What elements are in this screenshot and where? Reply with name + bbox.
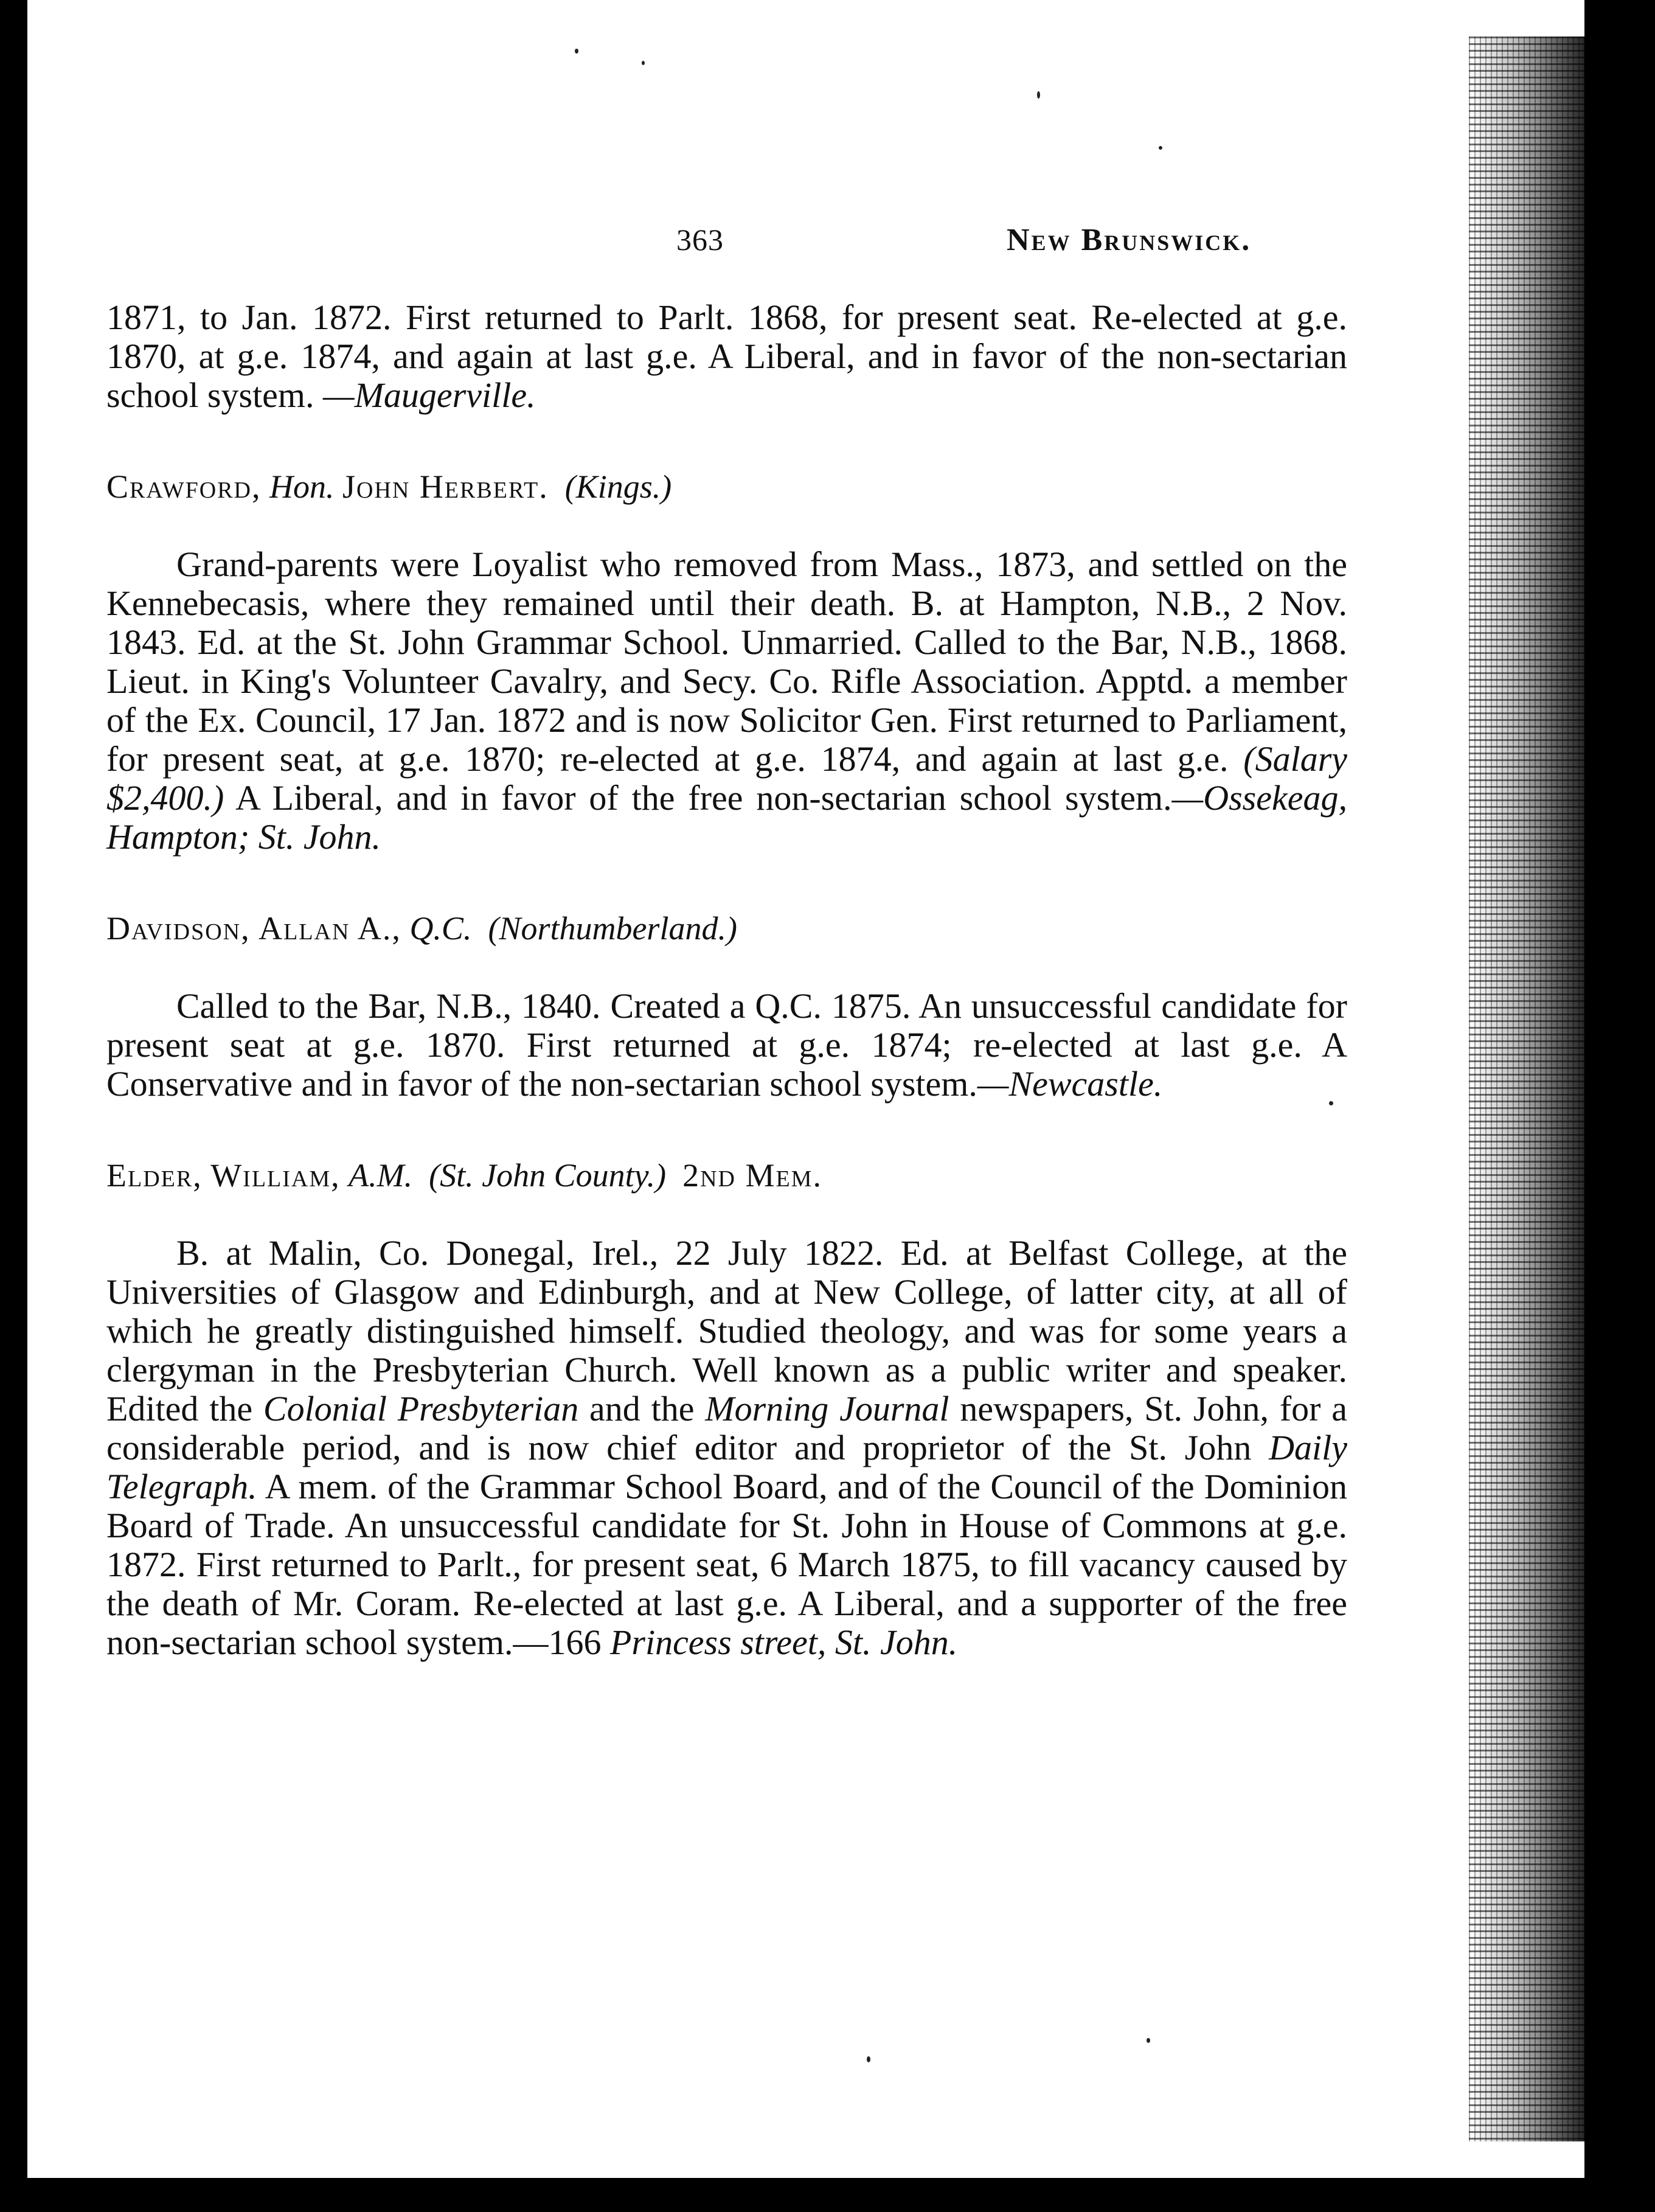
newspaper-title: Colonial Presbyterian bbox=[263, 1389, 579, 1428]
scan-speck bbox=[1147, 2038, 1150, 2043]
scanned-page bbox=[27, 0, 1584, 2178]
entry-body-text: B. at Malin, Co. Donegal, Irel., 22 July 1822. Ed. at Belfast College, at the Universities of Glasgow and Edinburgh, and at New College, of latter city, at all of which he greatly distinguished himself. Studied theology, and was for some years a clergyman in the Presbyterian Church. Well known as a public writer and speaker. Edited the bbox=[106, 1233, 1347, 1428]
continuation-residence: —Maugerville. bbox=[323, 375, 536, 415]
entry-member-note: 2nd Mem. bbox=[682, 1157, 822, 1194]
page-number: 363 bbox=[676, 223, 724, 257]
newspaper-title: Morning Journal bbox=[705, 1389, 949, 1428]
entry-body-text: Called to the Bar, N.B., 1840. Created a Q.C. 1875. An unsuccessful candidate for present seat at g.e. 1870. First returned at g.e. 1874; re-elected at last g.e. A Conservative and in favor of the non-sectarian school system. bbox=[106, 986, 1347, 1104]
entry-given-name: William, bbox=[210, 1157, 341, 1194]
entry-body-text: Grand-parents were Loyalist who removed from Mass., 1873, and settled on the Kennebecasis, where they remained until their death. B. at Hampton, N.B., 2 Nov. 1843. Ed. at the St. John Grammar School. Unmarried. Called to the Bar, N.B., 1868. Lieut. in King's Volunteer Cavalry, and Secy. Co. Rifle Association. Apptd. a member of the Ex. Council, 17 Jan. 1872 and is now Solicitor Gen. First returned to Parliament, for present seat, at g.e. 1870; re-elected at g.e. 1874, and again at last g.e. bbox=[106, 544, 1347, 779]
section-title: New Brunswick. bbox=[1007, 223, 1252, 257]
entry-constituency: (Kings.) bbox=[564, 468, 672, 505]
entry-heading-elder bbox=[106, 1156, 1347, 1195]
entry-heading-crawford bbox=[106, 467, 1347, 506]
entry-body-crawford bbox=[106, 545, 1347, 857]
entry-body-elder bbox=[106, 1234, 1347, 1662]
newspaper-title: Daily Telegraph. bbox=[106, 1428, 1348, 1506]
entry-body-davidson bbox=[106, 987, 1347, 1104]
entry-given-name: John Herbert. bbox=[342, 468, 549, 505]
entry-degree: A.M. bbox=[349, 1157, 413, 1194]
entry-heading-davidson bbox=[106, 909, 1347, 948]
entry-residence: —Newcastle. bbox=[977, 1064, 1163, 1104]
entry-residence: —Ossekeag, Hampton; St. John. bbox=[106, 778, 1347, 857]
scan-speck bbox=[867, 2056, 870, 2062]
entry-body-text: A mem. of the Grammar School Board, and of the Council of the Dominion Board of Trade. An unsuccessful candidate for St. John in House of Commons at g.e. 1872. First returned to Parlt., for present seat, 6 March 1875, to fill vacancy caused by the death of Mr. Coram. Re-elected at last g.e. A Liberal, and a supporter of the free non-sectarian school system.—166 bbox=[106, 1467, 1347, 1662]
running-head bbox=[27, 222, 1584, 265]
scan-speck bbox=[1037, 91, 1040, 99]
entry-surname: Elder, bbox=[106, 1157, 203, 1194]
entry-connector: and the bbox=[589, 1389, 695, 1428]
entry-body-tail: A Liberal, and in favor of the free non-sectarian school system. bbox=[235, 778, 1172, 818]
scan-speck bbox=[642, 61, 645, 65]
scan-edge-shadow bbox=[1469, 37, 1584, 2141]
entry-body-text: newspapers, St. John, for a considerable period, and is now chief editor and proprietor of the St. John bbox=[106, 1389, 1348, 1467]
entry-constituency: (St. John County.) bbox=[429, 1157, 667, 1194]
scan-speck bbox=[575, 49, 578, 54]
entry-given-name: Allan A., bbox=[258, 910, 401, 947]
entry-surname: Crawford, bbox=[106, 468, 262, 505]
entry-salary: (Salary $2,400.) bbox=[106, 739, 1348, 818]
continuation-text: 1871, to Jan. 1872. First returned to Parlt. 1868, for present seat. Re-elected at g.e. 1870, at g.e. 1874, and again at last g.e. A Liberal, and in favor of the non-sectarian school system. bbox=[106, 297, 1347, 415]
entry-honorific: Hon. bbox=[269, 468, 335, 505]
scan-speck bbox=[1159, 146, 1162, 150]
page-body bbox=[106, 298, 1347, 1662]
continuation-paragraph bbox=[106, 298, 1347, 415]
entry-constituency: (Northumberland.) bbox=[488, 910, 737, 947]
entry-title: Q.C. bbox=[409, 910, 472, 947]
entry-residence: Princess street, St. John. bbox=[609, 1622, 958, 1662]
entry-surname: Davidson, bbox=[106, 910, 251, 947]
